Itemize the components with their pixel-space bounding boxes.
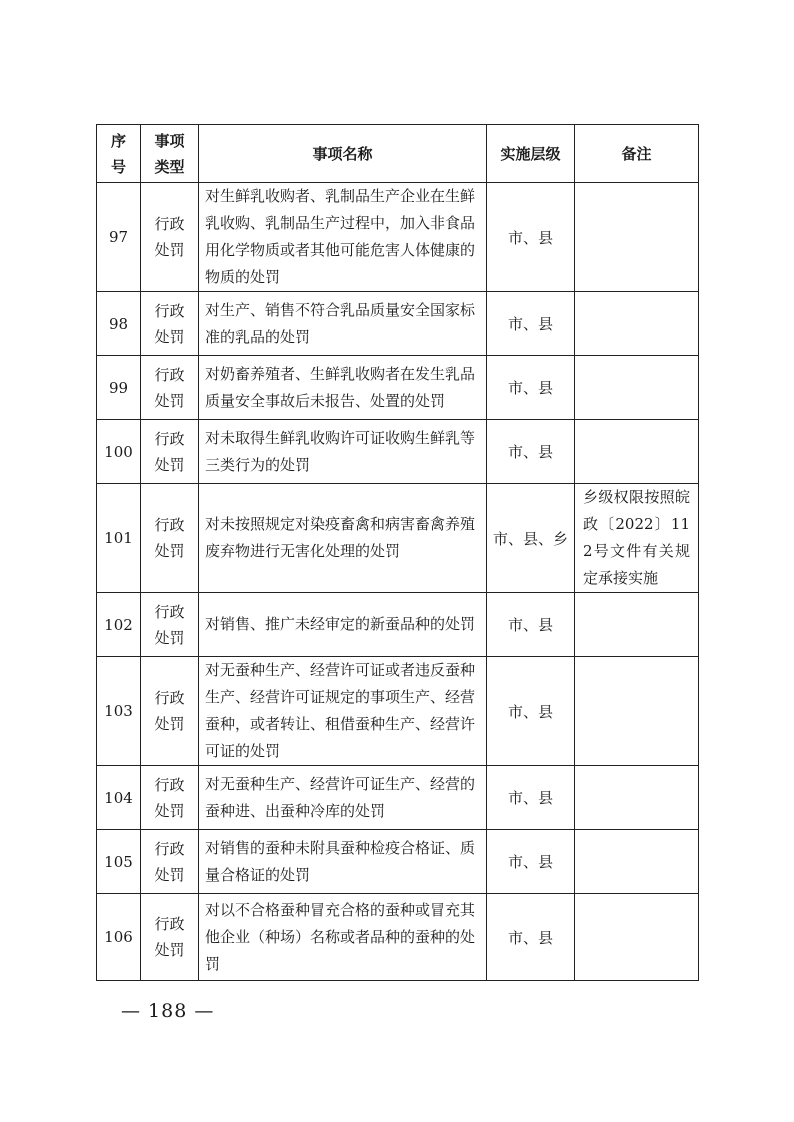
item-note [575,593,699,657]
item-name: 对销售的蚕种未附具蚕种检疫合格证、质量合格证的处罚 [199,830,487,894]
row-number: 102 [97,593,141,657]
row-number: 104 [97,766,141,830]
table-row [97,894,699,981]
item-name: 对未取得生鲜乳收购许可证收购生鲜乳等三类行为的处罚 [199,420,487,484]
item-note [575,183,699,292]
item-name: 对销售、推广未经审定的新蚕品种的处罚 [199,593,487,657]
header-name: 事项名称 [199,125,487,183]
item-type: 行政 处罚 [141,766,199,830]
item-type: 行政 处罚 [141,894,199,981]
item-type: 行政 处罚 [141,183,199,292]
item-type: 行政 处罚 [141,484,199,593]
row-number: 105 [97,830,141,894]
item-note [575,894,699,981]
item-note: 乡级权限按照皖政〔2022〕112号文件有关规定承接实施 [575,484,699,593]
header-no: 序 号 [97,125,141,183]
row-number: 103 [97,657,141,766]
item-note [575,356,699,420]
item-type: 行政 处罚 [141,292,199,356]
item-level: 市、县、乡 [487,484,575,593]
item-name: 对生产、销售不符合乳品质量安全国家标准的乳品的处罚 [199,292,487,356]
item-level: 市、县 [487,766,575,830]
item-type: 行政 处罚 [141,420,199,484]
item-note [575,657,699,766]
item-level: 市、县 [487,593,575,657]
item-level: 市、县 [487,420,575,484]
item-name: 对以不合格蚕种冒充合格的蚕种或冒充其他企业（种场）名称或者品种的蚕种的处罚 [199,894,487,981]
item-level: 市、县 [487,183,575,292]
table-row [97,183,699,292]
item-note [575,292,699,356]
header-note: 备注 [575,125,699,183]
table-row [97,420,699,484]
item-level: 市、县 [487,894,575,981]
item-type: 行政 处罚 [141,830,199,894]
table-row [97,657,699,766]
table-row [97,830,699,894]
header-level: 实施层级 [487,125,575,183]
items-table [96,124,699,981]
header-row [97,125,699,183]
item-name: 对无蚕种生产、经营许可证或者违反蚕种生产、经营许可证规定的事项生产、经营蚕种，或者转让、租借蚕种生产、经营许可证的处罚 [199,657,487,766]
item-note [575,830,699,894]
table-row [97,292,699,356]
item-type: 行政 处罚 [141,657,199,766]
table-row [97,484,699,593]
item-name: 对无蚕种生产、经营许可证生产、经营的蚕种进、出蚕种冷库的处罚 [199,766,487,830]
row-number: 100 [97,420,141,484]
row-number: 99 [97,356,141,420]
item-note [575,420,699,484]
item-name: 对生鲜乳收购者、乳制品生产企业在生鲜乳收购、乳制品生产过程中，加入非食品用化学物质或者其他可能危害人体健康的物质的处罚 [199,183,487,292]
row-number: 97 [97,183,141,292]
table-row [97,593,699,657]
item-name: 对未按照规定对染疫畜禽和病害畜禽养殖废弃物进行无害化处理的处罚 [199,484,487,593]
item-level: 市、县 [487,292,575,356]
table-row [97,766,699,830]
row-number: 106 [97,894,141,981]
item-name: 对奶畜养殖者、生鲜乳收购者在发生乳品质量安全事故后未报告、处置的处罚 [199,356,487,420]
item-note [575,766,699,830]
page-number: — 188 — [121,1000,215,1022]
item-type: 行政 处罚 [141,593,199,657]
item-level: 市、县 [487,830,575,894]
header-type: 事项 类型 [141,125,199,183]
item-level: 市、县 [487,657,575,766]
item-level: 市、县 [487,356,575,420]
table-row [97,356,699,420]
item-type: 行政 处罚 [141,356,199,420]
row-number: 98 [97,292,141,356]
row-number: 101 [97,484,141,593]
